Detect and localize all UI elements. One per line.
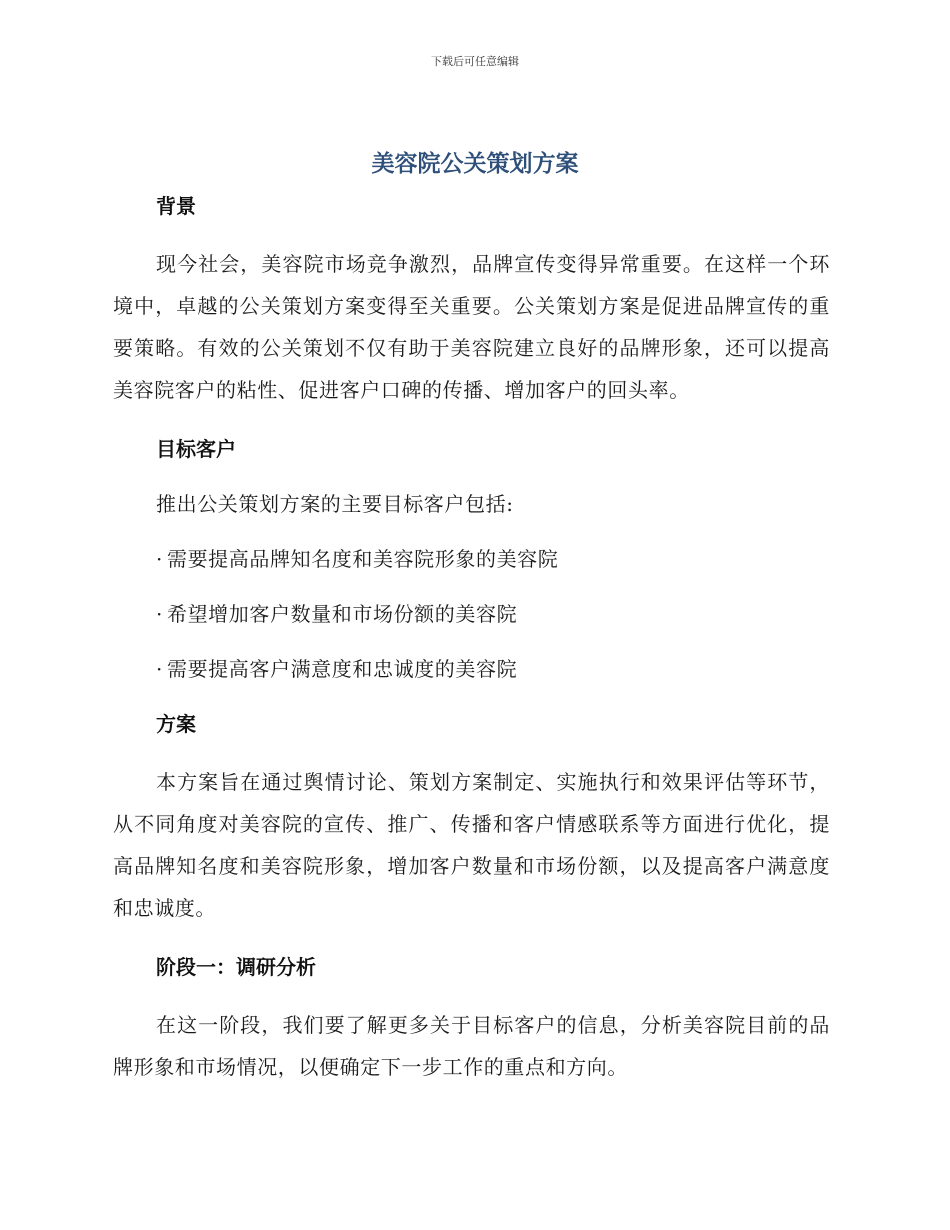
document-title: 美容院公关策划方案 — [371, 151, 579, 177]
background-paragraph: 现今社会，美容院市场竞争激烈，品牌宣传变得异常重要。在这样一个环境中，卓越的公关策划方案变得至关重要。公关策划方案是促进品牌宣传的重要策略。有效的公关策划不仅有助于美容院建立良好的品牌形象，还可以提高美容院客户的粘性、促进客户口碑的传播、增加客户的回头率。 — [113, 252, 830, 402]
page-header-note: 下载后可任意编辑 — [431, 55, 519, 68]
section-heading-target-customers: 目标客户 — [156, 437, 236, 461]
section-heading-phase-one: 阶段一：调研分析 — [156, 955, 316, 979]
plan-paragraph: 本方案旨在通过舆情讨论、策划方案制定、实施执行和效果评估等环节，从不同角度对美容院的宣传、推广、传播和客户情感联系等方面进行优化，提高品牌知名度和美容院形象，增加客户数量和市场份额，以及提高客户满意度和忠诚度。 — [113, 770, 830, 920]
section-heading-plan: 方案 — [156, 712, 196, 736]
list-item — [156, 651, 830, 687]
document-body — [113, 188, 830, 1088]
list-item-text: 需要提高客户满意度和忠诚度的美容院 — [166, 657, 518, 681]
section-heading-background: 背景 — [156, 194, 196, 218]
bullet-dot: · — [156, 602, 163, 626]
bullet-dot: · — [156, 547, 163, 571]
list-item-text: 希望增加客户数量和市场份额的美容院 — [166, 602, 518, 626]
list-item — [156, 596, 830, 632]
target-customers-intro: 推出公关策划方案的主要目标客户包括: — [156, 492, 514, 516]
list-item-text: 需要提高品牌知名度和美容院形象的美容院 — [166, 547, 559, 571]
phase-one-paragraph: 在这一阶段，我们要了解更多关于目标客户的信息，分析美容院目前的品牌形象和市场情况，以便确定下一步工作的重点和方向。 — [113, 1013, 830, 1079]
list-item — [156, 541, 830, 577]
bullet-dot: · — [156, 657, 163, 681]
